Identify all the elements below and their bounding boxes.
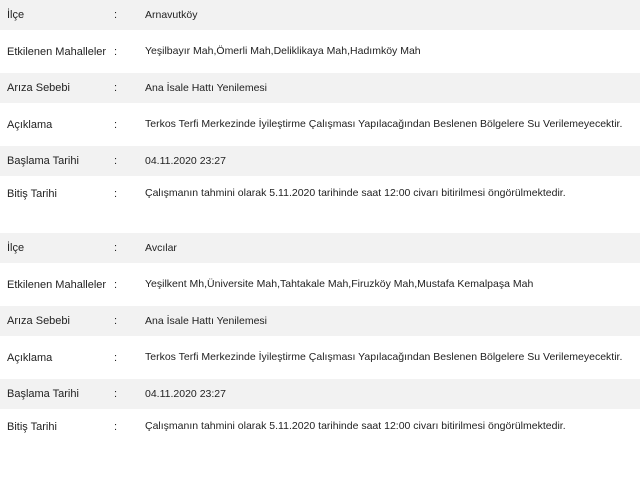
row-etkilenen bbox=[0, 264, 640, 306]
row-baslama bbox=[0, 146, 640, 177]
value-baslama: 04.11.2020 23:27 bbox=[145, 154, 226, 167]
row-ariza bbox=[0, 306, 640, 337]
value-etkilenen: Yeşilbayır Mah,Ömerli Mah,Deliklikaya Mah,Hadımköy Mah bbox=[145, 45, 421, 57]
label-bitis: Bitiş Tarihi bbox=[7, 420, 57, 433]
row-ilce bbox=[0, 0, 640, 31]
row-baslama bbox=[0, 379, 640, 410]
row-bitis bbox=[0, 177, 640, 211]
label-etkilenen: Etkilenen Mahalleler bbox=[7, 45, 107, 58]
colon: : bbox=[114, 278, 118, 291]
value-ariza: Ana İsale Hattı Yenilemesi bbox=[145, 81, 267, 94]
label-ilce: İlçe bbox=[7, 242, 25, 254]
value-ilce: Avcılar bbox=[145, 241, 177, 254]
colon: : bbox=[114, 242, 118, 254]
row-ilce bbox=[0, 233, 640, 264]
row-etkilenen bbox=[0, 31, 640, 73]
colon: : bbox=[114, 45, 118, 58]
colon: : bbox=[114, 118, 118, 131]
colon: : bbox=[114, 351, 118, 364]
row-ariza bbox=[0, 73, 640, 104]
row-aciklama bbox=[0, 104, 640, 146]
colon: : bbox=[114, 315, 118, 327]
value-ariza: Ana İsale Hattı Yenilemesi bbox=[145, 314, 267, 327]
colon: : bbox=[114, 155, 118, 167]
label-ariza: Arıza Sebebi bbox=[7, 82, 70, 94]
label-ilce: İlçe bbox=[7, 9, 25, 21]
colon: : bbox=[114, 420, 118, 433]
value-bitis: Çalışmanın tahmini olarak 5.11.2020 tarihinde saat 12:00 civarı bitirilmesi öngörülmektedir. bbox=[145, 187, 566, 199]
value-baslama: 04.11.2020 23:27 bbox=[145, 387, 226, 400]
value-bitis: Çalışmanın tahmini olarak 5.11.2020 tarihinde saat 12:00 civarı bitirilmesi öngörülmektedir. bbox=[145, 420, 566, 432]
row-aciklama bbox=[0, 337, 640, 379]
value-ilce: Arnavutköy bbox=[145, 8, 198, 21]
outage-record bbox=[0, 233, 640, 444]
label-ariza: Arıza Sebebi bbox=[7, 315, 70, 327]
value-aciklama: Terkos Terfi Merkezinde İyileştirme Çalışması Yapılacağından Beslenen Bölgelere Su Verilemeyecektir. bbox=[145, 351, 623, 363]
label-baslama: Başlama Tarihi bbox=[7, 388, 79, 400]
label-baslama: Başlama Tarihi bbox=[7, 155, 79, 167]
colon: : bbox=[114, 82, 118, 94]
colon: : bbox=[114, 9, 118, 21]
value-etkilenen: Yeşilkent Mh,Üniversite Mah,Tahtakale Mah,Firuzköy Mah,Mustafa Kemalpaşa Mah bbox=[145, 278, 534, 290]
label-etkilenen: Etkilenen Mahalleler bbox=[7, 278, 107, 291]
label-aciklama: Açıklama bbox=[7, 118, 53, 131]
colon: : bbox=[114, 187, 118, 200]
outage-record bbox=[0, 0, 640, 211]
row-bitis bbox=[0, 410, 640, 444]
colon: : bbox=[114, 388, 118, 400]
label-aciklama: Açıklama bbox=[7, 351, 53, 364]
value-aciklama: Terkos Terfi Merkezinde İyileştirme Çalışması Yapılacağından Beslenen Bölgelere Su Verilemeyecektir. bbox=[145, 118, 623, 130]
label-bitis: Bitiş Tarihi bbox=[7, 187, 57, 200]
